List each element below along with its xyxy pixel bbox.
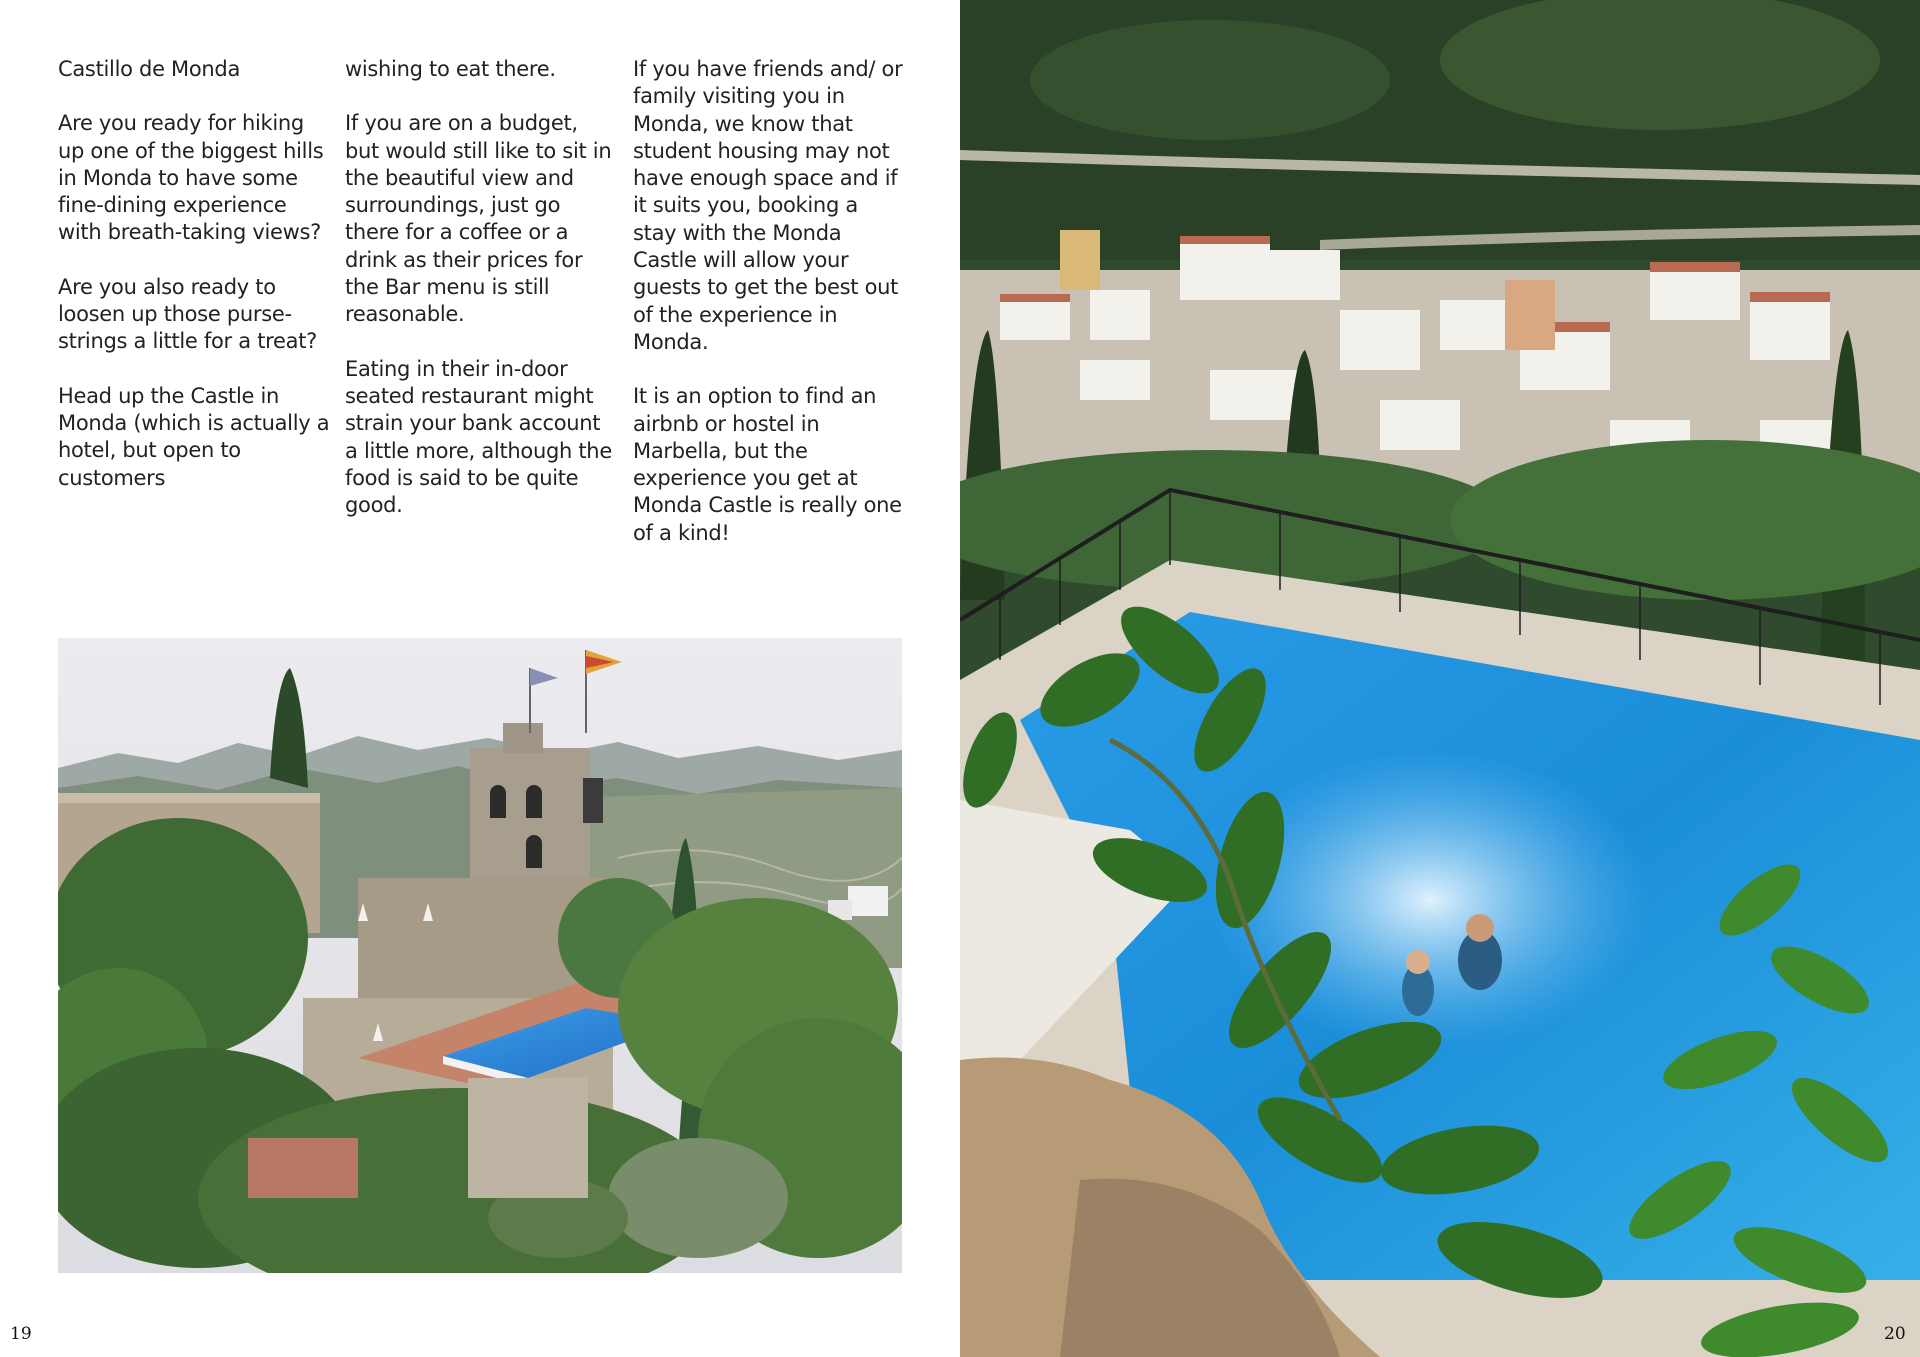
text-column-1 (58, 56, 330, 519)
paragraph: Eating in their in-door seated restaurant might strain your bank account a little more, although the food is said to be quite good. (345, 356, 612, 518)
castle-illustration (58, 638, 902, 1273)
right-page (960, 0, 1920, 1357)
paragraph: Head up the Castle in Monda (which is actually a hotel, but open to customers (58, 383, 330, 490)
paragraph: Are you ready for hiking up one of the biggest hills in Monda to have some fine-dining experience with breath-taking views? (58, 111, 324, 245)
text-column-3 (633, 56, 905, 574)
article-title: Castillo de Monda (58, 57, 241, 81)
page-number-right: 20 (1884, 1324, 1906, 1344)
pool-illustration (960, 0, 1920, 1357)
paragraph: wishing to eat there. (345, 57, 556, 81)
paragraph: It is an option to find an airbnb or hostel in Marbella, but the experience you get at Monda Castle is really one of a kind! (633, 384, 902, 545)
paragraph: Are you also ready to loosen up those purse-strings a little for a treat? (58, 274, 317, 354)
page-number-left: 19 (10, 1324, 32, 1344)
paragraph: If you are on a budget, but would still like to sit in the beautiful view and surroundings, just go there for a coffee or a drink as their prices for the Bar menu is still reasonable. (345, 111, 612, 327)
paragraph: If you have friends and/ or family visiting you in Monda, we know that student housing may not have enough space and if it suits you, booking a stay with the Monda Castle will allow your guests to get the best out of the experience in Monda. (633, 57, 903, 354)
castle-photo (58, 638, 902, 1273)
text-column-2 (345, 56, 617, 546)
pool-photo (960, 0, 1920, 1357)
